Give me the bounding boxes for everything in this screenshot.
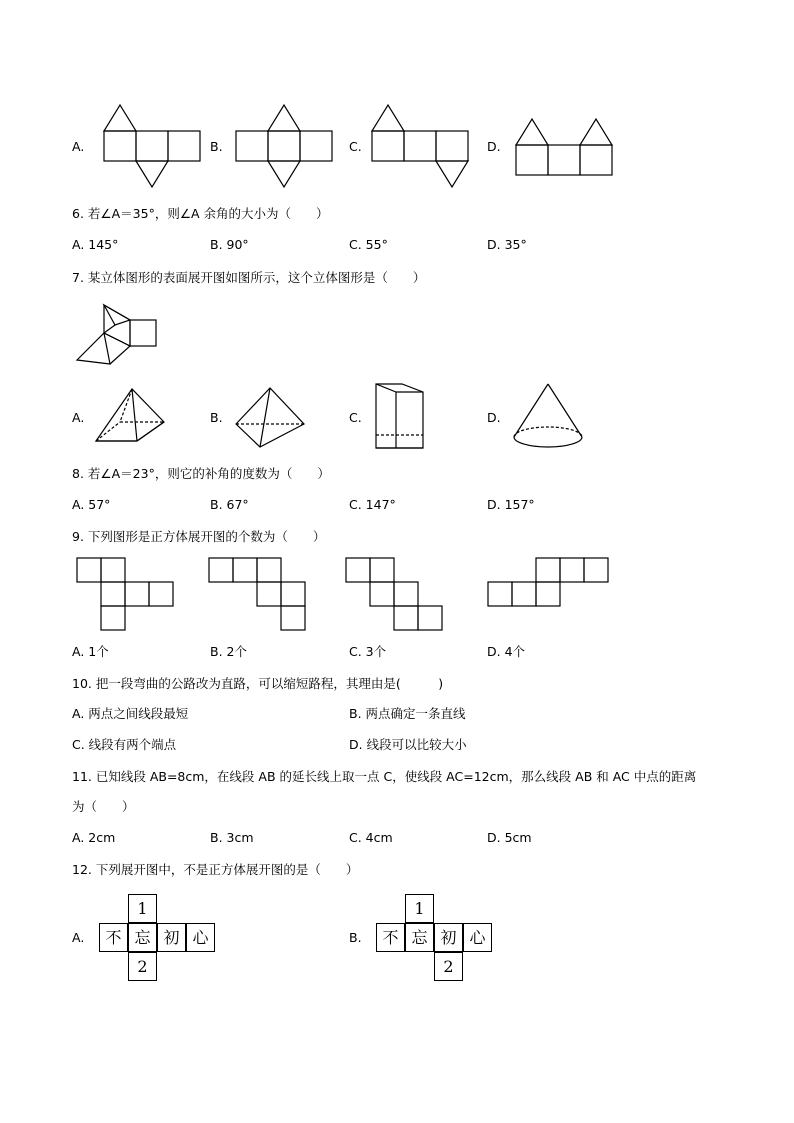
q5-option-b[interactable]: B. xyxy=(210,139,223,154)
q8-option-a[interactable]: A. 57° xyxy=(72,497,111,512)
q5-option-c[interactable]: C. xyxy=(349,139,362,154)
q10-option-d[interactable]: D. 线段可以比较大小 xyxy=(349,737,467,752)
q8-stem: 8. 若∠A＝23°，则它的补角的度数为（ ） xyxy=(72,466,330,481)
net-a-cell-top: 1 xyxy=(128,894,157,923)
q7-option-c[interactable]: C. xyxy=(349,410,362,425)
q5-option-d[interactable]: D. xyxy=(487,139,501,154)
net-a-cell-2: 忘 xyxy=(128,923,157,952)
q8-option-c[interactable]: C. 147° xyxy=(349,497,396,512)
q10-option-a[interactable]: A. 两点之间线段最短 xyxy=(72,706,189,721)
q11-stem-line1: 11. 已知线段 AB=8cm，在线段 AB 的延长线上取一点 C，使线段 AC=12cm，那么线段 AB 和 AC 中点的距离 xyxy=(72,769,697,784)
net-a-cell-4: 心 xyxy=(186,923,215,952)
q7-stem: 7. 某立体图形的表面展开图如图所示，这个立体图形是（ ） xyxy=(72,270,426,285)
q6-stem: 6. 若∠A＝35°，则∠A 余角的大小为（ ） xyxy=(72,206,329,221)
net-b-cell-4: 心 xyxy=(463,923,492,952)
q11-option-a[interactable]: A. 2cm xyxy=(72,830,116,845)
q6-option-a[interactable]: A. 145° xyxy=(72,237,119,252)
q9-option-d[interactable]: D. 4个 xyxy=(487,644,526,659)
q7-option-b[interactable]: B. xyxy=(210,410,223,425)
q6-option-d[interactable]: D. 35° xyxy=(487,237,527,252)
q8-option-b[interactable]: B. 67° xyxy=(210,497,249,512)
q9-stem: 9. 下列图形是正方体展开图的个数为（ ） xyxy=(72,529,326,544)
q10-stem: 10. 把一段弯曲的公路改为直路，可以缩短路程，其理由是( ) xyxy=(72,676,444,691)
q6-option-c[interactable]: C. 55° xyxy=(349,237,388,252)
q11-option-b[interactable]: B. 3cm xyxy=(210,830,254,845)
q10-option-b[interactable]: B. 两点确定一条直线 xyxy=(349,706,466,721)
net-a-cell-bottom: 2 xyxy=(128,952,157,981)
net-b-cell-bottom: 2 xyxy=(434,952,463,981)
q10-option-c[interactable]: C. 线段有两个端点 xyxy=(72,737,177,752)
q9-option-a[interactable]: A. 1个 xyxy=(72,644,109,659)
q6-option-b[interactable]: B. 90° xyxy=(210,237,249,252)
q7-option-a[interactable]: A. xyxy=(72,410,85,425)
net-a-cell-3: 初 xyxy=(157,923,186,952)
q9-option-b[interactable]: B. 2个 xyxy=(210,644,247,659)
net-b-cell-top: 1 xyxy=(405,894,434,923)
q8-option-d[interactable]: D. 157° xyxy=(487,497,535,512)
q11-option-c[interactable]: C. 4cm xyxy=(349,830,393,845)
net-b-cell-2: 忘 xyxy=(405,923,434,952)
net-a-cell-1: 不 xyxy=(99,923,128,952)
q5-option-a[interactable]: A. xyxy=(72,139,85,154)
q12-option-b[interactable]: B. xyxy=(349,930,362,945)
q12-stem: 12. 下列展开图中，不是正方体展开图的是（ ） xyxy=(72,862,359,877)
q11-stem-line2: 为（ ） xyxy=(72,799,135,814)
q11-option-d[interactable]: D. 5cm xyxy=(487,830,532,845)
q12-option-a[interactable]: A. xyxy=(72,930,85,945)
net-b-cell-1: 不 xyxy=(376,923,405,952)
q7-option-d[interactable]: D. xyxy=(487,410,501,425)
net-b-cell-3: 初 xyxy=(434,923,463,952)
q9-option-c[interactable]: C. 3个 xyxy=(349,644,387,659)
